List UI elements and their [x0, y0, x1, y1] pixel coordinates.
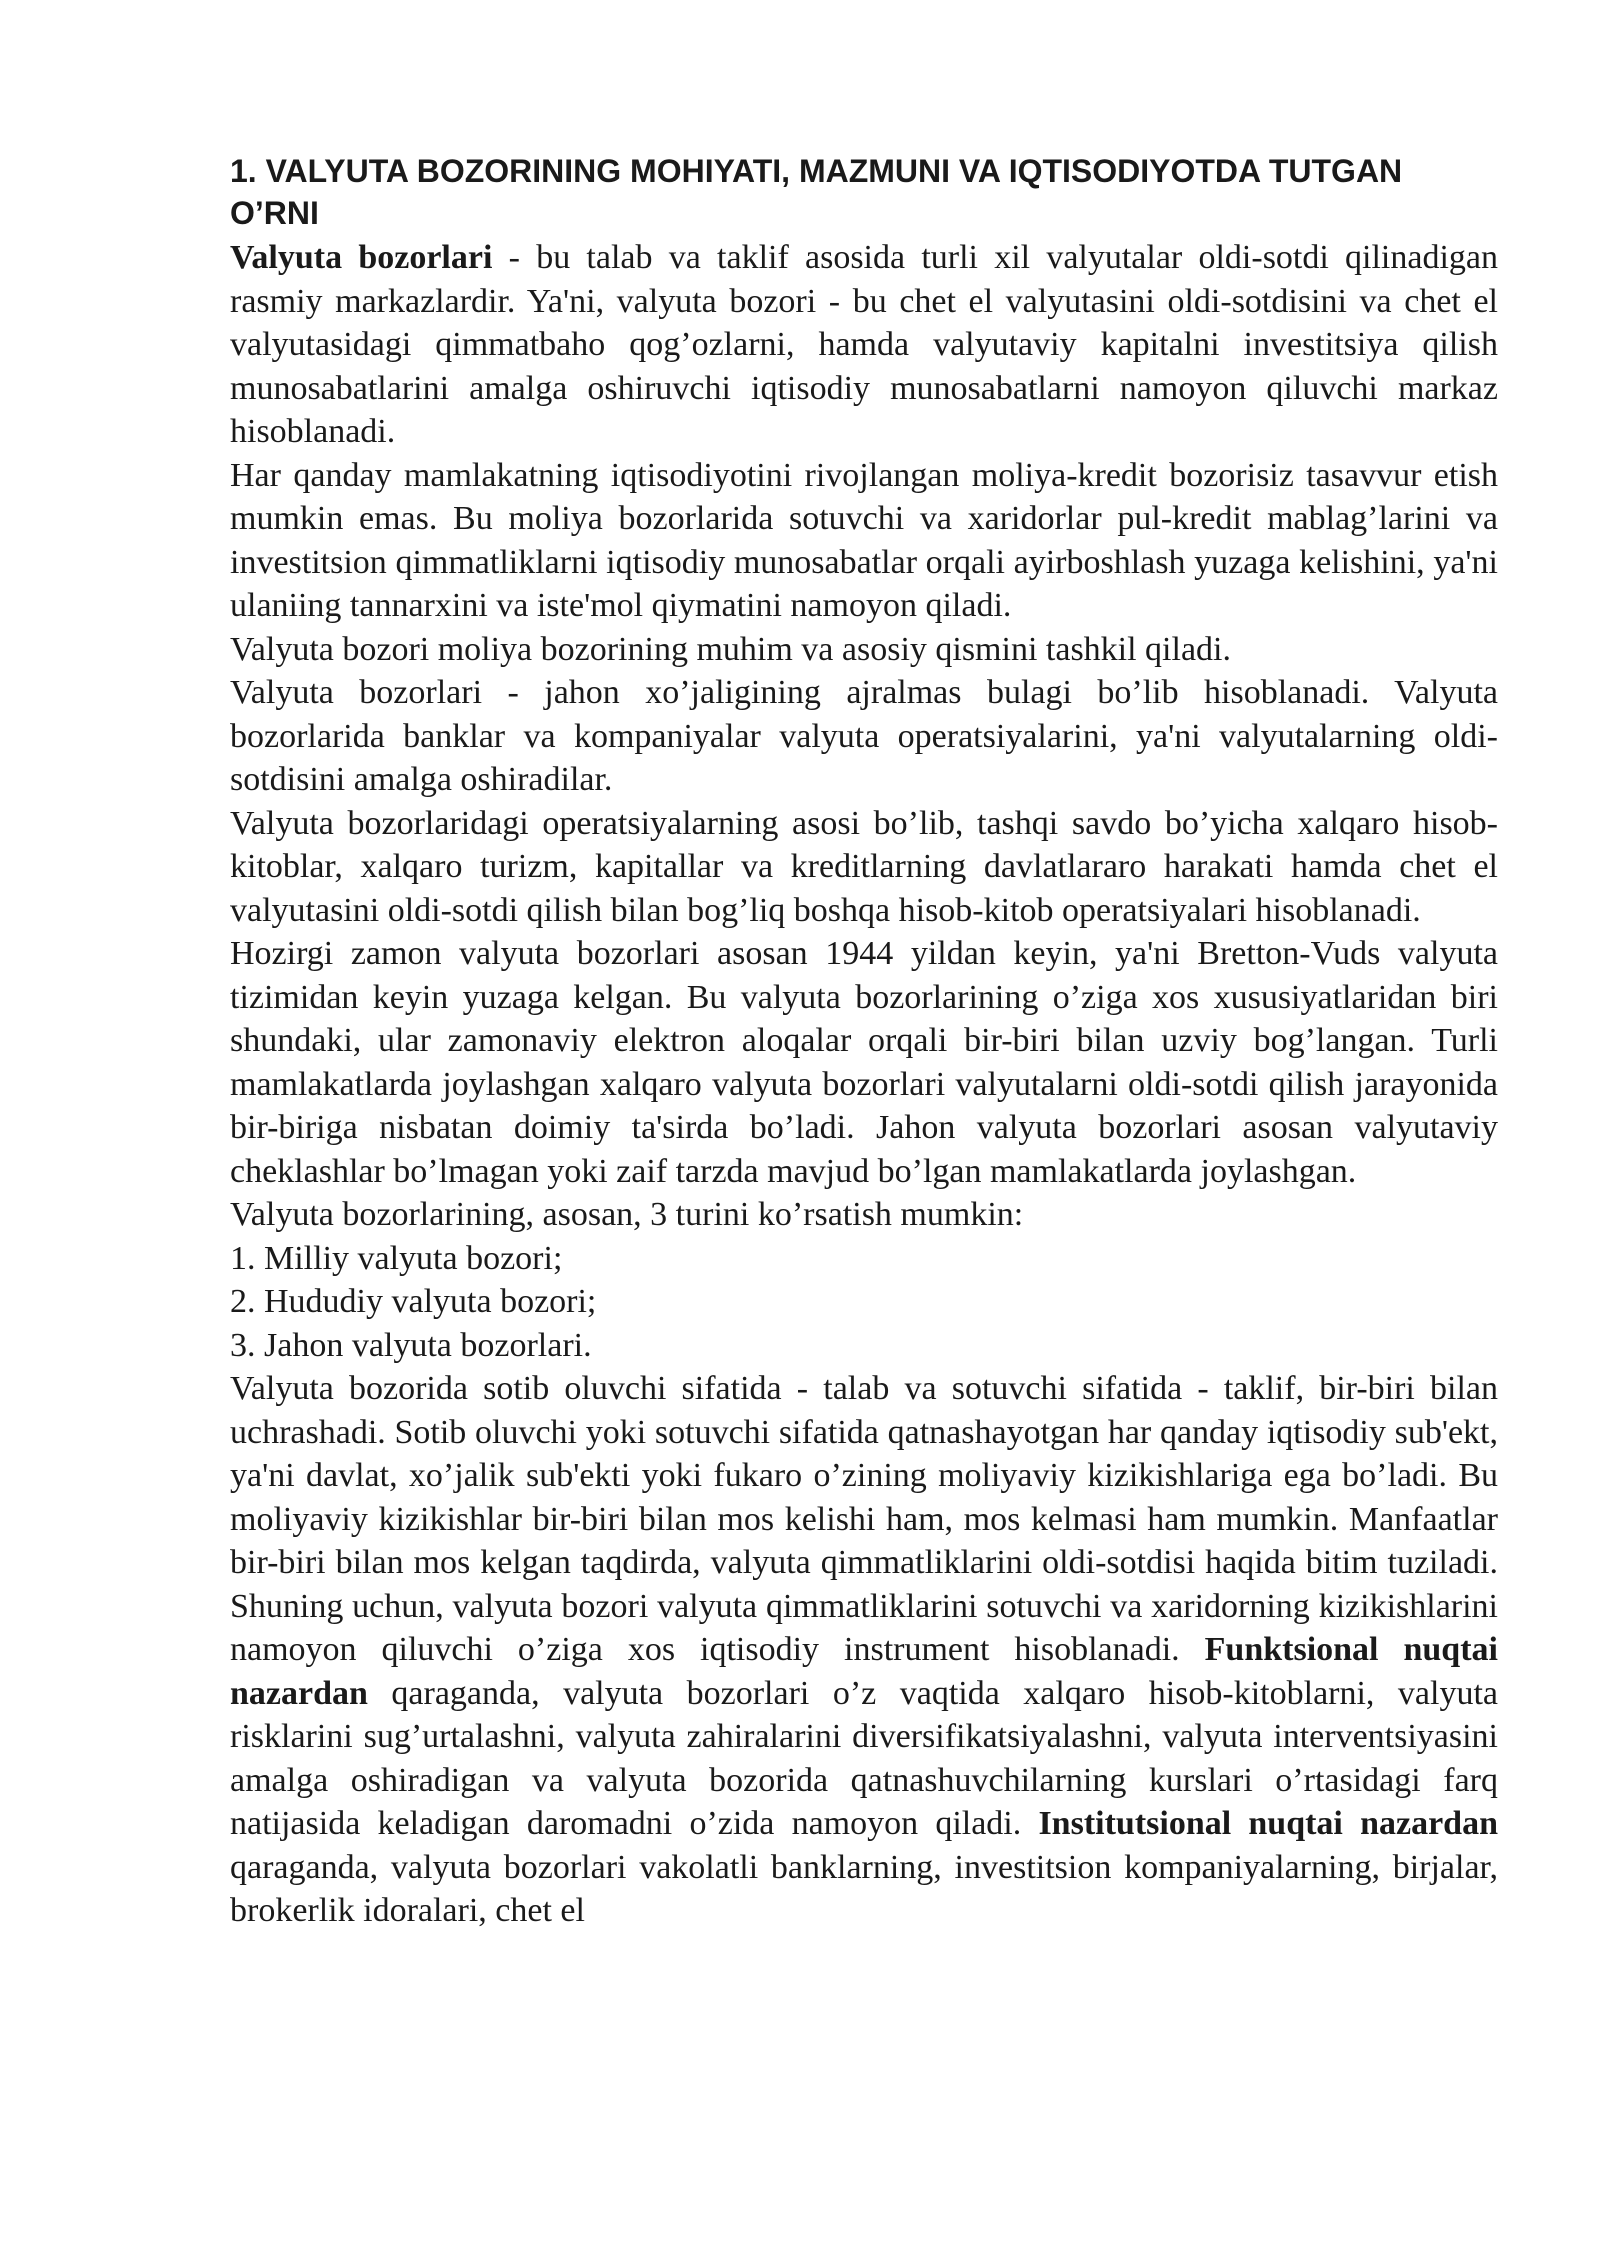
term-funktsional: Funktsional nuqtai nazardan [230, 1631, 1498, 1712]
paragraph-talab-taklif-text-3: qaraganda, valyuta bozorlari vakolatli banklarning, investitsion kompaniyalarning, birjalar, brokerlik idoralari, chet el [230, 1848, 1498, 1929]
paragraph-definition-text: - bu talab va taklif asosida turli xil valyutalar oldi-sotdi qilinadigan rasmiy markazlardir. Ya'ni, valyuta bozori - bu chet el valyutasini oldi-sotdisini va chet el valyutasidagi qimmatbaho qog’ozlarni, hamda valyutaviy kapitalni investitsiya qilish munosabatlarini amalga oshiruvchi iqtisodiy munosabatlarni namoyon qiluvchi markaz hisoblanadi. [230, 239, 1499, 450]
paragraph-bretton-vuds: Hozirgi zamon valyuta bozorlari asosan 1944 yildan keyin, ya'ni Bretton-Vuds valyuta tizimidan keyin yuzaga kelgan. Bu valyuta bozorlarining o’ziga xos xususiyatlaridan biri shundaki, ular zamonaviy elektron aloqalar orqali bir-biri bilan uzviy bog’langan. Turli mamlakatlarda joylashgan xalqaro valyuta bozorlari valyutalarni oldi-sotdi qilish jarayonida bir-biriga nisbatan doimiy ta'sirda bo’ladi. Jahon valyuta bozorlari asosan valyutaviy cheklashlar bo’lmagan yoki zaif tarzda mavjud bo’lgan mamlakatlarda joylashgan. [230, 935, 1498, 1190]
paragraph-definition [230, 236, 1498, 454]
paragraph-jahon-xojaligi: Valyuta bozorlari - jahon xo’jaligining ajralmas bulagi bo’lib hisoblanadi. Valyuta bozorlarida banklar va kompaniyalar valyuta operatsiyalarini, ya'ni valyutalarning oldi-sotdisini amalga oshiradilar. [230, 674, 1498, 798]
paragraph-operatsiyalar: Valyuta bozorlaridagi operatsiyalarning asosi bo’lib, tashqi savdo bo’yicha xalqaro hisob-kitoblar, xalqaro turizm, kapitallar va kreditlarning davlatlararo harakati hamda chet el valyutasini oldi-sotdi qilish bilan bog’liq boshqa hisob-kitob operatsiyalari hisoblanadi. [230, 804, 1498, 929]
section-heading: 1. VALYUTA BOZORINING MOHIYATI, MAZMUNI VA IQTISODIYOTDA TUTGAN O’RNI [230, 153, 1403, 231]
list-item: 3. Jahon valyuta bozorlari. [230, 1326, 592, 1364]
list-item: 1. Milliy valyuta bozori; [230, 1239, 563, 1277]
paragraph-turlari: Valyuta bozorlarining, asosan, 3 turini ko’rsatish mumkin: [230, 1196, 1024, 1233]
paragraph-talab-taklif [230, 1367, 1498, 1933]
term-institutsional: Institutsional nuqtai nazardan [1038, 1805, 1498, 1842]
paragraph-moliya-bozori: Valyuta bozori moliya bozorining muhim va asosiy qismini tashkil qiladi. [230, 630, 1231, 668]
paragraph-talab-taklif-text-1: Valyuta bozorida sotib oluvchi sifatida - talab va sotuvchi sifatida - taklif, bir-biri bilan uchrashadi. Sotib oluvchi yoki sotuvchi sifatida qatnashayotgan har qanday iqtisodiy sub'ekt, ya'ni davlat, xo’jalik sub'ekti yoki fukaro o’zining moliyaviy kizikishlariga ega bo’ladi. Bu moliyaviy kizikishlar bir-biri bilan mos kelishi ham, mos kelmasi ham mumkin. Manfaatlar bir-biri bilan mos kelgan taqdirda, valyuta qimmatliklarini oldi-sotdisi haqida bitim tuziladi. Shuning uchun, valyuta bozori valyuta qimmatliklarini sotuvchi va xaridorning kizikishlarini namoyon qiluvchi o’ziga xos iqtisodiy instrument hisoblanadi. [230, 1370, 1498, 1668]
paragraph-talab-taklif-text-2: qaraganda, valyuta bozorlari o’z vaqtida xalqaro hisob-kitoblarni, valyuta risklarini sug’urtalashni, valyuta zahiralarini diversifikatsiyalashni, valyuta interventsiyasini amalga oshiradigan va valyuta bozorida qatnashuvchilarning kurslari o’rtasidagi farq natijasida keladigan daromadni o’zida namoyon qiladi. [230, 1674, 1498, 1842]
list-item: 2. Hududiy valyuta bozori; [230, 1283, 597, 1320]
paragraph-moliya-kredit: Har qanday mamlakatning iqtisodiyotini rivojlangan moliya-kredit bozorisiz tasavvur etish mumkin emas. Bu moliya bozorlarida sotuvchi va xaridorlar pul-kredit mablag’larini va investitsion qimmatliklarni iqtisodiy munosabatlar orqali ayirboshlash yuzaga kelishini, ya'ni ulaniing tannarxini va iste'mol qiymatini namoyon qiladi. [230, 456, 1498, 624]
term-valyuta-bozorlari: Valyuta bozorlari [230, 239, 493, 276]
document-page [230, 150, 1498, 1933]
